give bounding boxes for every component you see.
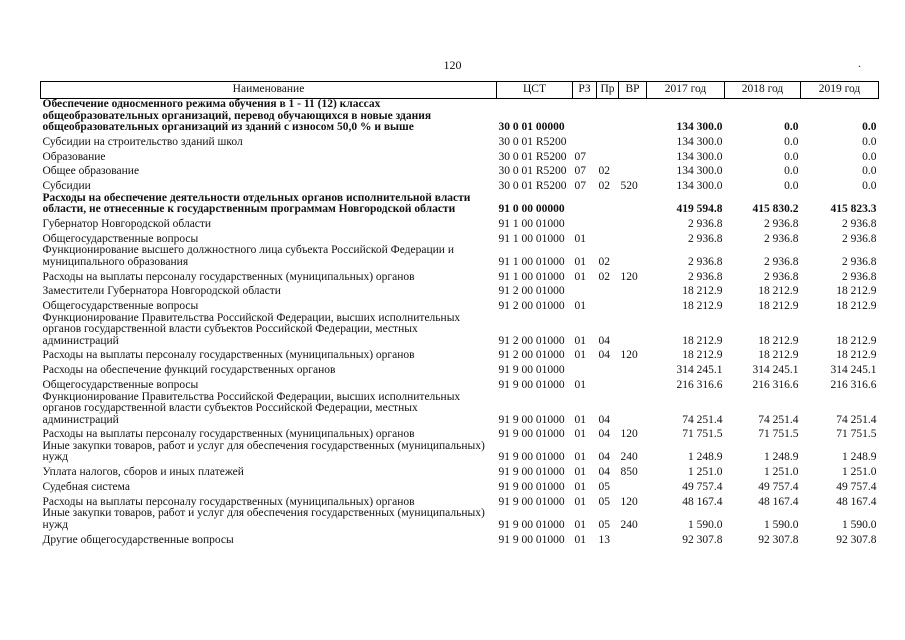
row-cst: 91 9 00 01000 [498, 518, 565, 531]
row-rz: 07 [574, 165, 586, 178]
row-2017: 134 300.0 [676, 135, 723, 148]
table-row [41, 148, 879, 163]
table-row [41, 230, 879, 245]
table-row [41, 464, 879, 479]
row-2017: 216 316.6 [676, 379, 723, 392]
row-2019: 48 167.4 [836, 495, 877, 508]
row-vr: 240 [620, 518, 638, 531]
row-pr [597, 230, 619, 245]
table-row [41, 362, 879, 377]
row-rz: 07 [574, 150, 586, 163]
row-2017: 71 751.5 [682, 428, 723, 441]
row-2017: 48 167.4 [682, 495, 723, 508]
row-vr [619, 216, 647, 231]
row-rz [573, 283, 597, 298]
row-name: Уплата налогов, сборов и иных платежей [42, 466, 244, 479]
row-cst: 30 0 01 R5200 [498, 135, 567, 148]
row-2018: 415 830.2 [752, 203, 799, 216]
row-2018: 18 212.9 [758, 300, 799, 313]
row-cst: 91 9 00 01000 [498, 364, 565, 377]
row-2019: 18 212.9 [836, 349, 877, 362]
row-pr: 02 [598, 255, 610, 268]
row-pr [597, 193, 619, 216]
row-2017: 2 936.8 [688, 255, 723, 268]
row-pr: 04 [598, 334, 610, 347]
row-2018: 2 936.8 [764, 270, 799, 283]
row-cst: 30 0 01 R5200 [498, 180, 567, 193]
row-2018: 48 167.4 [758, 495, 799, 508]
row-cst: 91 9 00 01000 [498, 480, 565, 493]
row-pr [597, 362, 619, 377]
row-cst: 91 9 00 01000 [498, 466, 565, 479]
row-2019: 92 307.8 [836, 533, 877, 546]
row-2018: 92 307.8 [758, 533, 799, 546]
row-2018: 0.0 [784, 121, 799, 133]
table-row [41, 178, 879, 193]
row-rz [573, 134, 597, 149]
row-vr [619, 230, 647, 245]
row-pr: 05 [598, 480, 610, 493]
row-cst: 91 9 00 01000 [498, 379, 565, 392]
row-2018: 2 936.8 [764, 232, 799, 245]
row-rz: 01 [574, 428, 586, 441]
row-vr [619, 283, 647, 298]
table-row [41, 493, 879, 508]
row-name: Расходы на выплаты персоналу государственных (муниципальных) органов [42, 270, 415, 283]
row-cst: 91 2 00 01000 [498, 300, 565, 313]
row-name: Образование [42, 150, 106, 163]
row-2017: 134 300.0 [676, 165, 723, 178]
row-2017: 134 300.0 [676, 121, 723, 133]
row-name: Расходы на выплаты персоналу государственных (муниципальных) органов [42, 428, 415, 441]
row-rz: 01 [574, 480, 586, 493]
row-pr: 13 [598, 533, 610, 546]
row-cst: 91 9 00 01000 [498, 451, 565, 464]
row-vr: 850 [620, 466, 638, 479]
row-name: Функционирование Правительства Российской Федерации, высших исполнительных органов государственной власти субъектов Российской Федерации, местных администраций [42, 390, 461, 426]
table-row [41, 479, 879, 494]
row-2018: 1 251.0 [764, 466, 799, 479]
row-pr: 05 [598, 495, 610, 508]
row-2019: 415 823.3 [830, 203, 877, 216]
row-rz [573, 216, 597, 231]
table-row [41, 392, 879, 427]
row-2019: 0.0 [862, 180, 877, 193]
row-name: Субсидии на строительство зданий школ [42, 135, 243, 148]
row-name: Заместители Губернатора Новгородской области [42, 285, 281, 298]
row-2019: 2 936.8 [842, 217, 877, 230]
row-pr [597, 283, 619, 298]
row-vr [619, 163, 647, 178]
table-row [41, 377, 879, 392]
row-vr [619, 392, 647, 427]
row-2018: 2 936.8 [764, 217, 799, 230]
table-row [41, 216, 879, 231]
table-row [41, 531, 879, 546]
row-rz: 01 [574, 495, 586, 508]
table-row [41, 134, 879, 149]
row-name: Общегосударственные вопросы [42, 232, 199, 245]
row-cst: 91 1 00 01000 [498, 232, 565, 245]
row-2019: 216 316.6 [830, 379, 877, 392]
row-2018: 1 590.0 [764, 518, 799, 531]
row-2019: 0.0 [862, 135, 877, 148]
row-cst: 91 2 00 01000 [498, 334, 565, 347]
row-2017: 18 212.9 [682, 285, 723, 298]
header-pr: Пр [597, 82, 619, 99]
row-2019: 74 251.4 [836, 413, 877, 426]
row-2018: 216 316.6 [752, 379, 799, 392]
row-vr [619, 531, 647, 546]
header-cst: ЦСТ [497, 82, 573, 99]
table-row [41, 99, 879, 134]
header-rz: РЗ [573, 82, 597, 99]
row-2019: 2 936.8 [842, 270, 877, 283]
table-row [41, 268, 879, 283]
row-cst: 30 0 01 00000 [498, 121, 565, 133]
row-2019: 1 251.0 [842, 466, 877, 479]
row-name: Иные закупки товаров, работ и услуг для обеспечения государственных (муниципальных) нужд [42, 439, 485, 464]
row-2018: 74 251.4 [758, 413, 799, 426]
row-2017: 419 594.8 [676, 203, 723, 216]
row-name: Расходы на обеспечение деятельности отдельных органов исполнительной власти области, не отнесенные к государственным программам Новгородской области [42, 191, 471, 216]
row-2019: 0.0 [862, 121, 877, 133]
row-name: Расходы на обеспечение функций государственных органов [42, 364, 336, 377]
row-name: Субсидии [42, 180, 91, 193]
row-cst: 91 9 00 01000 [498, 413, 565, 426]
row-cst: 91 1 00 01000 [498, 270, 565, 283]
row-rz: 01 [574, 300, 586, 313]
row-rz: 01 [574, 270, 586, 283]
row-vr: 240 [620, 451, 638, 464]
header-name: Наименование [41, 82, 497, 99]
row-2017: 49 757.4 [682, 480, 723, 493]
row-pr: 04 [598, 413, 610, 426]
row-cst: 91 1 00 01000 [498, 217, 565, 230]
row-rz: 01 [574, 518, 586, 531]
row-2017: 134 300.0 [676, 150, 723, 163]
row-pr: 02 [598, 180, 610, 193]
row-vr: 120 [620, 495, 638, 508]
table-row [41, 245, 879, 268]
row-name: Расходы на выплаты персоналу государственных (муниципальных) органов [42, 349, 415, 362]
table-body [41, 99, 879, 547]
row-name: Иные закупки товаров, работ и услуг для обеспечения государственных (муниципальных) нужд [42, 507, 485, 531]
row-cst: 91 9 00 01000 [498, 533, 565, 546]
corner-mark: . [858, 56, 861, 70]
row-pr: 05 [598, 518, 610, 531]
row-vr [619, 298, 647, 313]
row-rz: 01 [574, 255, 586, 268]
budget-table [40, 81, 879, 546]
row-name: Расходы на выплаты персоналу государственных (муниципальных) органов [42, 495, 415, 508]
row-name: Общегосударственные вопросы [42, 300, 199, 313]
row-pr [597, 377, 619, 392]
row-pr: 04 [598, 466, 610, 479]
row-2018: 18 212.9 [758, 349, 799, 362]
row-2017: 134 300.0 [676, 180, 723, 193]
row-cst: 91 9 00 01000 [498, 495, 565, 508]
row-2019: 1 248.9 [842, 451, 877, 464]
row-pr: 02 [598, 270, 610, 283]
table-row [41, 298, 879, 313]
row-2017: 1 590.0 [688, 518, 723, 531]
header-2019: 2019 год [801, 82, 879, 99]
row-2018: 0.0 [784, 165, 799, 178]
row-2018: 2 936.8 [764, 255, 799, 268]
row-name: Обеспечение односменного режима обучения в 1 - 11 (12) классах общеобразовательных организаций, перевод обучающихся в новые здания общеобразовательных организаций из зданий с износом 50,0 % и выше [42, 98, 432, 133]
row-2019: 71 751.5 [836, 428, 877, 441]
table-row [41, 163, 879, 178]
header-row [41, 82, 879, 99]
row-2019: 18 212.9 [836, 285, 877, 298]
row-rz: 07 [574, 180, 586, 193]
row-pr: 02 [598, 165, 610, 178]
row-cst: 91 0 00 00000 [498, 203, 565, 216]
row-pr: 04 [598, 428, 610, 441]
row-name: Судебная система [42, 480, 130, 493]
row-name: Общее образование [42, 165, 140, 178]
table-header [41, 82, 879, 99]
row-2018: 18 212.9 [758, 285, 799, 298]
row-vr [619, 245, 647, 268]
row-2017: 18 212.9 [682, 334, 723, 347]
row-pr: 04 [598, 349, 610, 362]
row-2019: 49 757.4 [836, 480, 877, 493]
row-2019: 314 245.1 [830, 364, 877, 377]
row-2018: 0.0 [784, 135, 799, 148]
row-2017: 92 307.8 [682, 533, 723, 546]
row-2019: 1 590.0 [842, 518, 877, 531]
row-2019: 18 212.9 [836, 300, 877, 313]
row-2019: 0.0 [862, 165, 877, 178]
row-rz: 01 [574, 533, 586, 546]
row-rz: 01 [574, 379, 586, 392]
row-2018: 49 757.4 [758, 480, 799, 493]
row-vr [619, 193, 647, 216]
row-2017: 314 245.1 [676, 364, 723, 377]
table-row [41, 508, 879, 531]
page-number: 120 [443, 58, 462, 72]
row-2017: 2 936.8 [688, 217, 723, 230]
row-name: Общегосударственные вопросы [42, 379, 199, 392]
table-row [41, 426, 879, 441]
row-2019: 0.0 [862, 150, 877, 163]
row-pr [597, 298, 619, 313]
row-name: Другие общегосударственные вопросы [42, 533, 234, 546]
row-cst: 91 9 00 01000 [498, 428, 565, 441]
row-vr: 120 [620, 428, 638, 441]
row-name: Функционирование высшего должностного лица субъекта Российской Федерации и муниципального образования [42, 244, 454, 268]
row-vr: 120 [620, 349, 638, 362]
row-cst: 30 0 01 R5200 [498, 150, 567, 163]
row-rz: 01 [574, 232, 586, 245]
row-2017: 18 212.9 [682, 349, 723, 362]
row-2018: 71 751.5 [758, 428, 799, 441]
row-2018: 314 245.1 [752, 364, 799, 377]
row-cst: 91 2 00 01000 [498, 285, 565, 298]
header-2018: 2018 год [725, 82, 801, 99]
row-rz [573, 193, 597, 216]
row-2017: 74 251.4 [682, 413, 723, 426]
row-name: Функционирование Правительства Российской Федерации, высших исполнительных органов государственной власти субъектов Российской Федерации, местных администраций [42, 311, 461, 347]
row-cst: 91 2 00 01000 [498, 349, 565, 362]
row-rz [573, 362, 597, 377]
header-2017: 2017 год [647, 82, 725, 99]
row-2017: 1 251.0 [688, 466, 723, 479]
row-2019: 2 936.8 [842, 255, 877, 268]
row-pr [597, 99, 619, 134]
row-cst: 91 1 00 01000 [498, 255, 565, 268]
row-pr [597, 134, 619, 149]
row-vr [619, 99, 647, 134]
row-vr: 520 [620, 180, 638, 193]
row-2018: 1 248.9 [764, 451, 799, 464]
row-2017: 2 936.8 [688, 270, 723, 283]
table-row [41, 193, 879, 216]
row-rz: 01 [574, 334, 586, 347]
row-2019: 2 936.8 [842, 232, 877, 245]
row-2018: 0.0 [784, 180, 799, 193]
table-row [41, 313, 879, 348]
row-rz: 01 [574, 466, 586, 479]
row-2017: 18 212.9 [682, 300, 723, 313]
row-2017: 2 936.8 [688, 232, 723, 245]
row-vr [619, 134, 647, 149]
row-vr [619, 313, 647, 348]
row-rz: 01 [574, 451, 586, 464]
row-pr [597, 148, 619, 163]
row-rz: 01 [574, 349, 586, 362]
header-vr: ВР [619, 82, 647, 99]
table-row [41, 347, 879, 362]
row-2019: 18 212.9 [836, 334, 877, 347]
row-vr [619, 148, 647, 163]
row-2018: 18 212.9 [758, 334, 799, 347]
row-name: Губернатор Новгородской области [42, 217, 212, 230]
row-rz [573, 99, 597, 134]
row-2018: 0.0 [784, 150, 799, 163]
table-row [41, 283, 879, 298]
row-vr [619, 377, 647, 392]
row-rz: 01 [574, 413, 586, 426]
row-vr [619, 362, 647, 377]
row-vr [619, 479, 647, 494]
row-pr: 04 [598, 451, 610, 464]
row-vr: 120 [620, 270, 638, 283]
row-pr [597, 216, 619, 231]
row-2017: 1 248.9 [688, 451, 723, 464]
table-row [41, 441, 879, 464]
row-cst: 30 0 01 R5200 [498, 165, 567, 178]
